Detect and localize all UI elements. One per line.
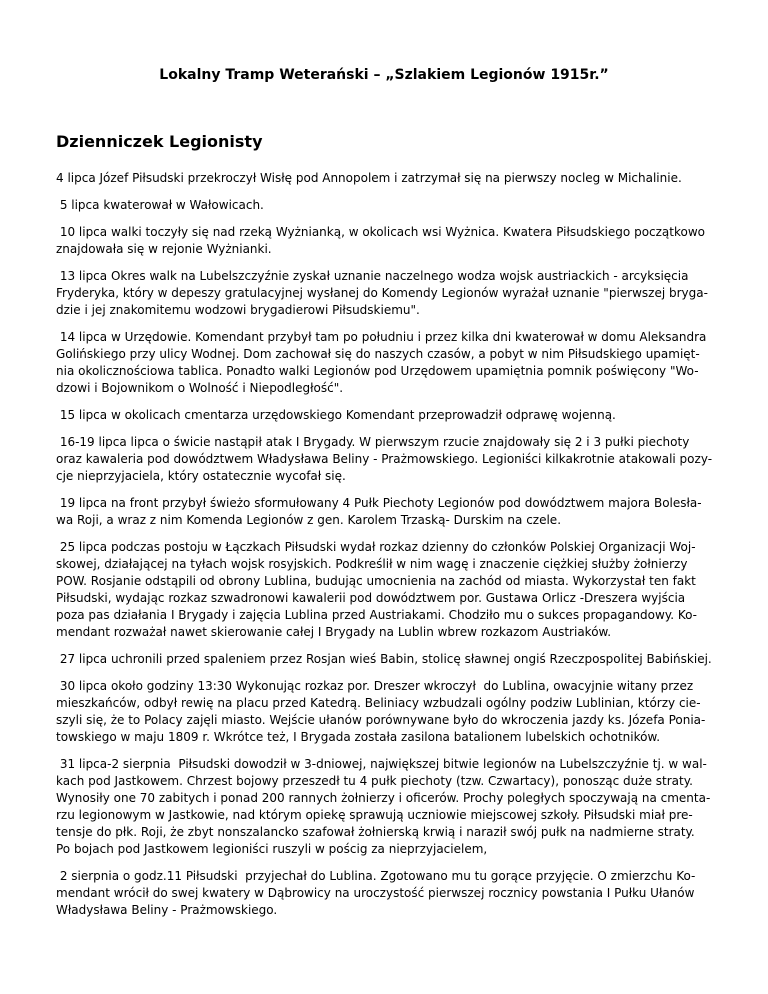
entry-text-line: skowej, działającej na tyłach wojsk rosyjskich. Podkreślił w nim wagę i znaczenie ciężkiej służby żołnierzy — [56, 557, 688, 571]
entry-text-line: 15 lipca w okolicach cmentarza urzędowskiego Komendant przeprowadził odprawę wojenną. — [56, 408, 616, 422]
diary-entry — [56, 170, 712, 187]
document-title: Lokalny Tramp Weterański – „Szlakiem Legionów 1915r.” — [159, 67, 609, 83]
entry-text-line: 19 lipca na front przybył świeżo sformułowany 4 Pułk Piechoty Legionów pod dowództwem majora Bolesła- — [56, 496, 702, 510]
entry-text-line: 31 lipca-2 sierpnia Piłsudski dowodził w 3-dniowej, największej bitwie legionów na Lubelszczyźnie tj. w wal- — [56, 757, 707, 771]
diary-entry — [56, 329, 712, 397]
entry-text-line: Po bojach pod Jastkowem legioniści ruszyli w pościg za nieprzyjacielem, — [56, 842, 488, 856]
entry-text-line: Władysława Beliny - Prażmowskiego. — [56, 903, 278, 917]
diary-entry — [56, 756, 712, 858]
entry-text-line: wa Roji, a wraz z nim Komenda Legionów z gen. Karolem Trzaską- Durskim na czele. — [56, 513, 562, 527]
entry-text-line: POW. Rosjanie odstąpili od obrony Lublina, budując umocnienia na zachód od miasta. Wykorzystał ten fakt — [56, 574, 696, 588]
entry-text-line: towskiego w maju 1809 r. Wkrótce też, I Brygada została zasilona batalionem lubelskich ochotników. — [56, 730, 661, 744]
entry-text-line: Golińskiego przy ulicy Wodnej. Dom zachował się do naszych czasów, a pobyt w nim Piłsudskiego upamięt- — [56, 347, 700, 361]
diary-entry — [56, 407, 712, 424]
entry-text-line: 16-19 lipca lipca o świcie nastąpił atak I Brygady. W pierwszym rzucie znajdowały się 2 i 3 pułki piechoty — [56, 435, 690, 449]
entry-text-line: znajdowała się w rejonie Wyżnianki. — [56, 242, 272, 256]
diary-entry — [56, 197, 712, 214]
entry-text-line: 2 sierpnia o godz.11 Piłsudski przyjechał do Lublina. Zgotowano mu tu gorące przyjęcie. O zmierzchu Ko- — [56, 869, 696, 883]
diary-entries — [56, 170, 712, 929]
entry-text-line: Wynosiły one 70 zabitych i ponad 200 rannych żołnierzy i oficerów. Prochy poległych spoczywają na cmenta- — [56, 791, 711, 805]
diary-entry — [56, 268, 712, 319]
entry-text-line: szyli się, że to Polacy zajęli miasto. Wejście ułanów porównywane było do wkroczenia jazdy ks. Józefa Ponia- — [56, 713, 706, 727]
entry-text-line: 27 lipca uchronili przed spaleniem przez Rosjan wieś Babin, stolicę sławnej ongiś Rzeczpospolitej Babińskiej. — [56, 652, 712, 666]
entry-text-line: kach pod Jastkowem. Chrzest bojowy przeszedł tu 4 pułk piechoty (tzw. Czwartacy), ponosząc duże straty. — [56, 774, 693, 788]
entry-text-line: dzowi i Bojownikom o Wolność i Niepodległość". — [56, 381, 344, 395]
entry-text-line: nia okolicznościowa tablica. Ponadto walki Legionów pod Urzędowem upamiętnia pomnik poświęcony "Wo- — [56, 364, 699, 378]
entry-text-line: poza pas działania I Brygady i zajęcia Lublina przed Austriakami. Chodziło mu o sukces propagandowy. Ko- — [56, 608, 698, 622]
entry-text-line: 30 lipca około godziny 13:30 Wykonując rozkaz por. Dreszer wkroczył do Lublina, owacyjnie witany przez — [56, 679, 694, 693]
entry-text-line: 4 lipca Józef Piłsudski przekroczył Wisłę pod Annopolem i zatrzymał się na pierwszy nocleg w Michalinie. — [56, 171, 682, 185]
entry-text-line: tensje do płk. Roji, że zbyt nonszalancko szafował żołnierską krwią i naraził swój pułk na nadmierne straty. — [56, 825, 695, 839]
diary-entry — [56, 651, 712, 668]
entry-text-line: mendant wrócił do swej kwatery w Dąbrowicy na uroczystość pierwszej rocznicy powstania I Pułku Ułanów — [56, 886, 695, 900]
entry-text-line: oraz kawaleria pod dowództwem Władysława Beliny - Prażmowskiego. Legioniści kilkakrotnie atakowali pozy- — [56, 452, 713, 466]
diary-entry — [56, 539, 712, 641]
entry-text-line: cje nieprzyjaciela, który ostatecznie wycofał się. — [56, 469, 346, 483]
entry-text-line: 10 lipca walki toczyły się nad rzeką Wyżnianką, w okolicach wsi Wyżnica. Kwatera Piłsudskiego początkowo — [56, 225, 706, 239]
entry-text-line: 5 lipca kwaterował w Wałowicach. — [56, 198, 264, 212]
section-title: Dzienniczek Legionisty — [56, 132, 263, 151]
entry-text-line: Fryderyka, który w depeszy gratulacyjnej wysłanej do Komendy Legionów wyrażał uznanie "pierwszej bryga- — [56, 286, 708, 300]
entry-text-line: mieszkańców, odbył rewię na placu przed Katedrą. Beliniacy wzbudzali ogólny podziw Lublinian, którzy cie- — [56, 696, 701, 710]
diary-entry — [56, 868, 712, 919]
entry-text-line: 14 lipca w Urzędowie. Komendant przybył tam po południu i przez kilka dni kwaterował w domu Aleksandra — [56, 330, 707, 344]
entry-text-line: 25 lipca podczas postoju w Łączkach Piłsudski wydał rozkaz dzienny do członków Polskiej Organizacji Woj- — [56, 540, 696, 554]
diary-entry — [56, 434, 712, 485]
entry-text-line: mendant rozważał nawet skierowanie całej I Brygady na Lublin wbrew rozkazom Austriaków. — [56, 625, 612, 639]
entry-text-line: rzu legionowym w Jastkowie, nad którym opiekę sprawują uczniowie miejscowej szkoły. Piłsudski miał pre- — [56, 808, 693, 822]
entry-text-line: dzie i jej znakomitemu wodzowi brygadierowi Piłsudskiemu". — [56, 303, 420, 317]
diary-entry — [56, 495, 712, 529]
diary-entry — [56, 224, 712, 258]
diary-entry — [56, 678, 712, 746]
entry-text-line: 13 lipca Okres walk na Lubelszczyźnie zyskał uznanie naczelnego wodza wojsk austriackich - arcyksięcia — [56, 269, 689, 283]
entry-text-line: Piłsudski, wydając rozkaz szwadronowi kawalerii pod dowództwem por. Gustawa Orlicz -Dreszera wyjścia — [56, 591, 686, 605]
